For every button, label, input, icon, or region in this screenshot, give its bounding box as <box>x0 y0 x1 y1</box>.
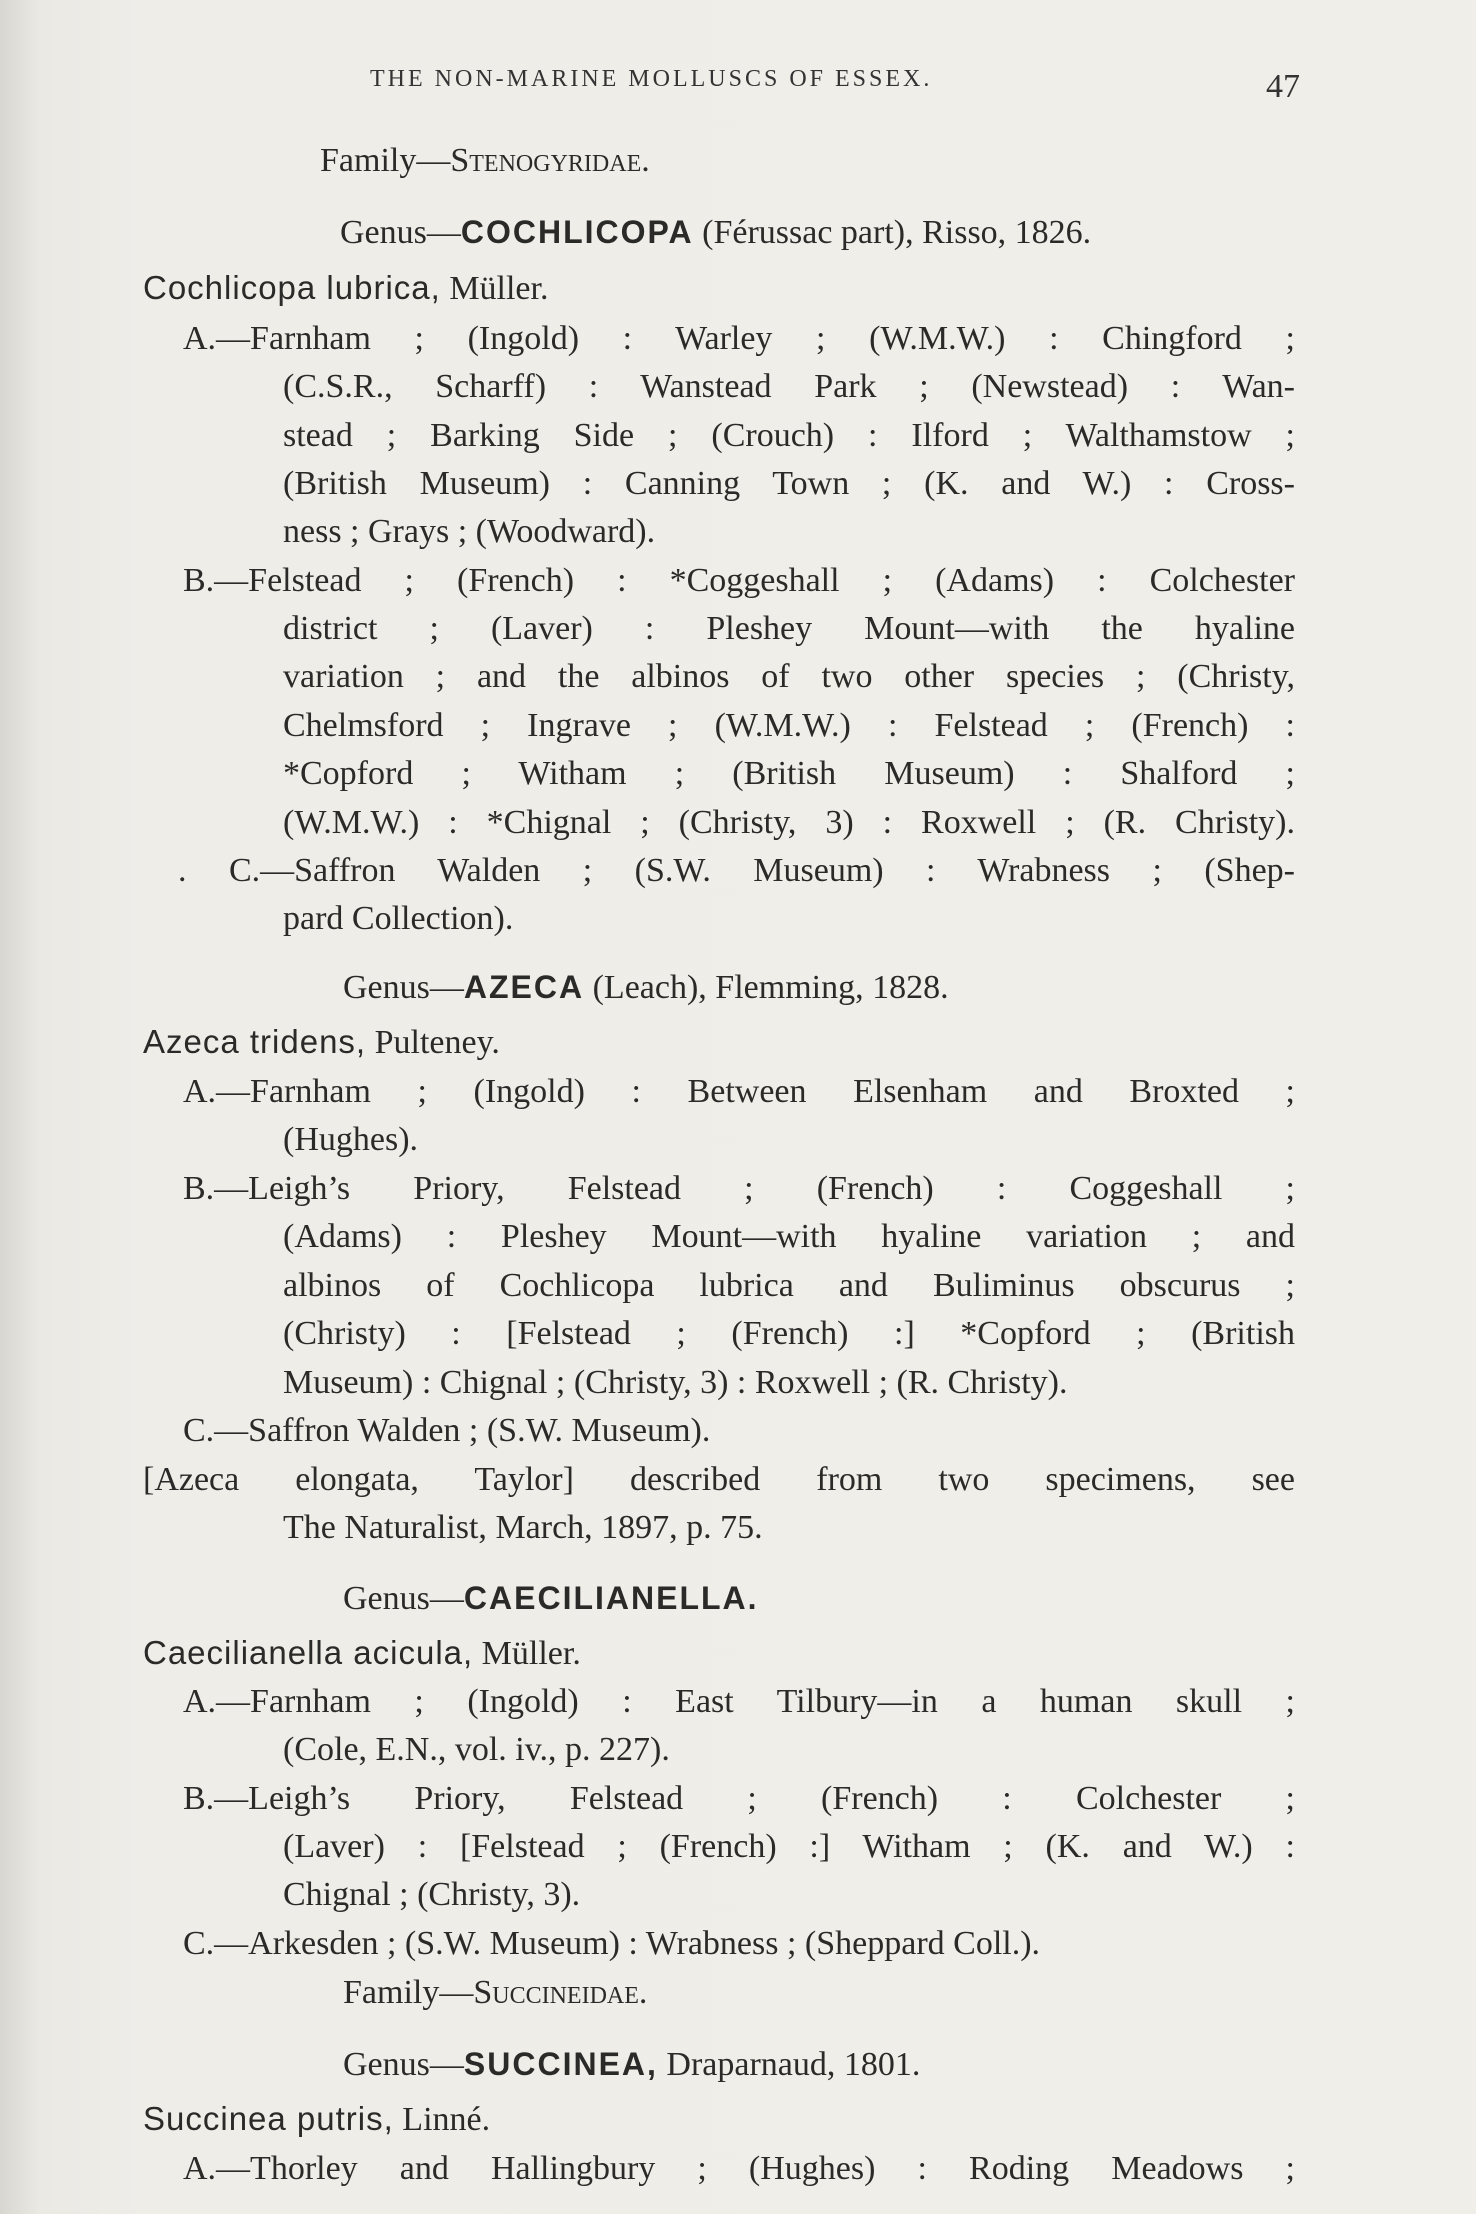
text-run: Family <box>320 142 417 179</box>
text-run: [Felstead ; (French) :] Witham ; (K. and W.) : <box>459 1828 1295 1865</box>
text-run: SUCCINEA, <box>463 2046 658 2082</box>
text-run: (Hughes). <box>283 1121 419 1158</box>
text-run: stead ; Barking Side ; (Crouch) : <box>283 417 912 454</box>
text-line <box>340 209 1091 256</box>
text-run: (Laver) : <box>283 1828 460 1865</box>
text-line <box>283 800 1295 846</box>
text-run: A.—Farnham ; (Ingold) : Between Elsenham and Broxted ; <box>183 1073 1295 1110</box>
text-line <box>320 138 650 184</box>
text-run: and <box>793 1267 933 1304</box>
text-line <box>283 703 1295 749</box>
text-line <box>183 1679 1295 1725</box>
text-line <box>283 896 513 942</box>
text-line <box>183 1408 710 1454</box>
text-run: Genus <box>340 214 427 251</box>
text-run: Genus <box>343 1580 430 1617</box>
text-line <box>283 461 1295 507</box>
text-line <box>183 2146 1295 2192</box>
text-line <box>183 1069 1295 1115</box>
text-run: Museum) : Chignal ; (Christy, 3) : Roxwell ; (R. Christy). <box>283 1364 1068 1401</box>
text-run: (Cole, E.N., vol. iv., p. 227). <box>283 1731 670 1768</box>
text-run: A.—Farnham ; (Ingold) : East Tilbury—in a human skull ; <box>183 1683 1295 1720</box>
text-line <box>343 1970 647 2016</box>
text-run: B.—Leigh’s Priory, Felstead ; (French) : Coggeshall ; <box>183 1170 1295 1207</box>
text-run: district ; (Laver) : Pleshey Mount—with the hyaline <box>283 610 1295 647</box>
text-run: C.—Arkesden ; (S.W. Museum) : Wrabness ; (Sheppard Coll.). <box>183 1925 1041 1962</box>
text-run: Cochlicopa lubrica, <box>143 269 441 306</box>
text-run: — <box>429 2046 464 2083</box>
text-line <box>283 1214 1295 1260</box>
text-line <box>283 1263 1295 1309</box>
text-run: Felstead ; (French) : <box>934 707 1295 744</box>
text-run: — <box>416 142 451 179</box>
text-run: [Felstead ; (French) :] *Copford ; (British <box>506 1315 1295 1352</box>
text-run: Genus <box>343 2046 430 2083</box>
text-line <box>283 364 1295 410</box>
text-run: March, 1897, p. 75. <box>486 1509 763 1546</box>
text-run: (British Museum) : Canning Town ; (K. and W.) : Cross- <box>283 465 1295 502</box>
text-line <box>183 558 1295 604</box>
text-line <box>283 1311 1295 1357</box>
text-run: Chignal ; (Christy, 3). <box>283 1876 581 1913</box>
text-run: albinos of <box>283 1267 500 1304</box>
text-run: (W.M.W.) : *Chignal ; (Christy, 3) : Roxwell ; (R. Christy). <box>283 804 1295 841</box>
text-run: The Naturalist, <box>283 1509 487 1546</box>
text-run: A.—Thorley and Hallingbury ; (Hughes) : Roding Meadows ; <box>183 2150 1295 2187</box>
text-run: (Leach), Flemming, 1828. <box>584 969 949 1006</box>
running-title: THE NON-MARINE MOLLUSCS OF ESSEX. <box>370 66 933 92</box>
text-run: variation ; and the albinos of two other species ; (Christy, <box>283 658 1295 695</box>
text-run: C.—Saffron Walden ; (S.W. Museum). <box>183 1412 711 1449</box>
text-run: (Christy) : <box>283 1315 507 1352</box>
text-run: A.—Farnham ; (Ingold) : Warley ; (W.M.W.) : Chingford ; <box>183 320 1295 357</box>
text-run: — <box>429 1580 464 1617</box>
text-line <box>283 1872 580 1918</box>
text-run: B.—Felstead ; (French) : *Coggeshall ; (Adams) : Colchester <box>183 562 1295 599</box>
page-number: 47 <box>1266 68 1300 105</box>
text-line <box>183 316 1295 362</box>
text-run: (Adams) : Pleshey Mount—with hyaline variation ; and <box>283 1218 1295 1255</box>
text-line <box>183 1166 1295 1212</box>
text-run: — <box>426 214 461 251</box>
text-run: Family <box>343 1974 440 2011</box>
text-run: . C.—Saffron Walden ; (S.W. Museum) : Wrabness ; (Shep- <box>178 852 1295 889</box>
text-line <box>343 2041 920 2088</box>
text-run: Caecilianella acicula, <box>143 1634 474 1671</box>
text-run: Azeca tridens, <box>143 1023 367 1060</box>
text-run: CAECILIANELLA. <box>463 1580 759 1616</box>
text-run: Chelmsford ; Ingrave ; (W.M.W.) : <box>283 707 935 744</box>
text-run: Linné. <box>393 2101 491 2138</box>
text-line <box>283 1117 418 1163</box>
text-line <box>283 413 1295 459</box>
text-run: ness ; Grays ; (Woodward). <box>283 513 656 550</box>
text-run: Ilford ; Walthamstow ; <box>911 417 1295 454</box>
text-line <box>343 964 949 1011</box>
text-line <box>143 265 548 312</box>
text-line <box>283 1727 670 1773</box>
text-run: (C.S.R., Scharff) : Wanstead Park ; (Newstead) : Wan- <box>283 368 1295 405</box>
text-run: Taylor] described from two specimens, see <box>418 1461 1295 1498</box>
text-run: B.—Leigh’s Priory, Felstead ; (French) : Colchester ; <box>183 1780 1295 1817</box>
text-run: Cochlicopa lubrica <box>499 1267 794 1304</box>
text-run: Stenogyridae. <box>450 142 650 179</box>
text-run: Succinea putris, <box>143 2100 394 2137</box>
text-run: Müller. <box>440 270 549 307</box>
text-line <box>178 848 1295 894</box>
text-line <box>283 654 1295 700</box>
text-run: AZECA <box>463 969 585 1005</box>
text-run: Buliminus obscurus ; <box>932 1267 1295 1304</box>
text-run: — <box>439 1974 474 2011</box>
text-line <box>343 1575 759 1622</box>
text-run: Müller. <box>473 1635 581 1672</box>
text-run: — <box>429 969 464 1006</box>
text-line <box>283 606 1295 652</box>
text-line <box>283 1360 1068 1406</box>
text-run: Draparnaud, 1801. <box>657 2046 921 2083</box>
text-line <box>283 1505 763 1551</box>
text-line <box>143 1019 500 1066</box>
text-line <box>143 2096 490 2143</box>
text-run: *Copford ; Witham ; (British Museum) : Shalford ; <box>283 755 1295 792</box>
text-line <box>143 1457 1295 1503</box>
text-line <box>283 509 655 555</box>
text-line <box>283 1824 1295 1870</box>
text-run: Pulteney. <box>366 1024 500 1061</box>
text-line <box>183 1776 1295 1822</box>
text-run: pard Collection). <box>283 900 514 937</box>
text-run: Genus <box>343 969 430 1006</box>
text-run: Succineidae. <box>473 1974 648 2011</box>
text-line <box>143 1630 581 1677</box>
text-run: (Férussac part), Risso, 1826. <box>693 214 1092 251</box>
text-line <box>183 1921 1040 1967</box>
text-line <box>283 751 1295 797</box>
text-run: COCHLICOPA <box>460 214 694 250</box>
text-run: [Azeca elongata, <box>143 1461 419 1498</box>
